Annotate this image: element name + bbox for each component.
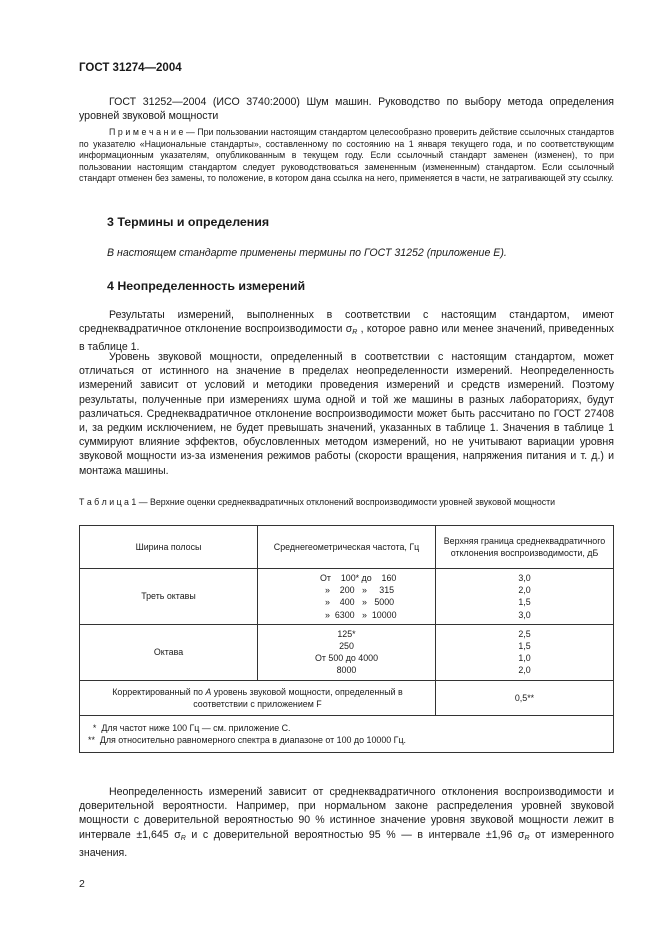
paragraph-1-text-b: , которое равно или менее значений, приведенных в таблице 1. [79, 323, 614, 354]
paragraph-3-text-b: и с доверительной вероятностью 95 % — в интервале ±1,96 σ [185, 828, 525, 841]
table-row-weighted [80, 680, 614, 715]
weighted-text-b: уровень звуковой мощности, определенный в соответствии с приложением F [193, 686, 403, 709]
freq-line: 250 [339, 641, 354, 652]
paragraph-1-text-a: Результаты измерений, выполненных в соответствии с настоящим стандартом, имеют среднеквадратичное отклонение воспроизводимости σ [79, 309, 614, 336]
weighted-text-a: Корректированный по [112, 686, 206, 697]
sigma-subscript: R [524, 834, 530, 842]
weighted-italic: А [205, 686, 212, 697]
table-row-footnotes [80, 716, 614, 753]
cell-weighted-label [80, 680, 436, 715]
freq-line: » 6300 » 10000 [325, 609, 397, 620]
note-text: — При пользовании настоящим стандартом целесообразно проверить действие ссылочных стандартов по указателю «Национальные стандарты», составленному по состоянию на 1 января текущего года, и по соответствующим информационным указателям, опубликованным в текущем году. Если ссылочный стандарт заменен (изменен), то при пользовании настоящим стандартом следует руководствоваться замененным (измененным) стандартом. Если ссылочный стандарт отменен без замены, то положение, в котором дана ссылка на него, применяется в части, не затрагивающей эту ссылку. [79, 127, 614, 184]
page-header: ГОСТ 31274—2004 [79, 62, 182, 74]
freq-line: От 500 до 4000 [314, 653, 379, 664]
freq-line: » 200 » 315 [325, 585, 395, 596]
section-3-text: В настоящем стандарте применены термины по ГОСТ 31252 (приложение Е). [107, 247, 507, 259]
cell-octave-vals [436, 624, 614, 680]
note [79, 127, 614, 185]
section-3-title: 3 Термины и определения [107, 215, 270, 229]
freq-line: От 100* до 160 [320, 573, 397, 583]
header-bandwidth: Ширина полосы [80, 526, 258, 569]
cell-third-octave-vals [436, 569, 614, 625]
header-deviation: Верхняя граница среднеквадратичного отклонения воспроизводимости, дБ [436, 526, 614, 569]
cell-third-octave-freqs [258, 569, 436, 625]
page-number: 2 [79, 878, 85, 890]
paragraph-3-text-c: от измеренного значения. [79, 828, 614, 859]
cell-footnotes [80, 716, 614, 753]
freq-line: » 400 » 5000 [325, 597, 395, 608]
table-row-third-octave [80, 569, 614, 625]
table-1 [79, 525, 614, 753]
value-line: 2,5 [518, 628, 531, 639]
cell-octave-label: Октава [80, 624, 258, 680]
table-row-octave [80, 624, 614, 680]
note-label: П р и м е ч а н и е [109, 127, 184, 137]
cell-weighted-val: 0,5** [436, 680, 614, 715]
sigma-subscript: R [180, 834, 186, 842]
table-caption-text: 1 — Верхние оценки среднеквадратичных отклонений воспроизводимости уровней звуковой мощности [128, 497, 556, 507]
cell-third-octave-label: Треть октавы [80, 569, 258, 625]
sigma-subscript: R [352, 329, 358, 337]
freq-line: 8000 [336, 665, 357, 676]
value-line: 2,0 [518, 665, 531, 676]
value-line: 1,0 [518, 653, 531, 664]
header-frequency: Среднегеометрическая частота, Гц [258, 526, 436, 569]
footnote-2: ** Для относительно равномерного спектра в диапазоне от 100 до 10000 Гц. [88, 735, 407, 746]
table-caption-label: Т а б л и ц а [79, 497, 129, 507]
paragraph-3-text-a: Неопределенность измерений зависит от среднеквадратичного отклонения воспроизводимости и доверительной вероятности. Например, при нормальном законе распределения уровней звуковой мощности с доверительной вероятностью 90 % истинное значение уровня звуковой мощности лежит в интервале ±1,645 σ [79, 786, 614, 841]
table-header-row [80, 526, 614, 569]
section-4-title: 4 Неопределенность измерений [107, 279, 306, 293]
table-caption [79, 497, 614, 509]
cell-octave-freqs [258, 624, 436, 680]
value-line: 1,5 [518, 641, 531, 652]
value-line: 3,0 [518, 573, 531, 583]
value-line: 2,0 [518, 585, 531, 596]
value-line: 3,0 [518, 609, 531, 620]
freq-line: 125* [337, 628, 356, 639]
reference-entry: ГОСТ 31252—2004 (ИСО 3740:2000) Шум машин. Руководство по выбору метода определения уровней звуковой мощности [79, 96, 614, 123]
paragraph-3 [79, 785, 614, 860]
footnote-1: * Для частот ниже 100 Гц — см. приложение С. [88, 723, 291, 734]
value-line: 1,5 [518, 597, 531, 608]
paragraph-1 [79, 308, 614, 355]
paragraph-2: Уровень звуковой мощности, определенный в соответствии с настоящим стандартом, может отличаться от истинного на значение в пределах неопределенности измерений. Неопределенность измерений зависит от условий и методики проведения измерений и средств измерений. Поэтому результаты, полученные при измерениях шума одной и той же машины в разных лабораториях, будут различаться. Среднеквадратичное отклонение воспроизводимости может быть рассчитано по ГОСТ 27408 и, за редким исключением, не будет превышать значений, указанных в таблице 1. Значения в таблице 1 суммируют влияние эффектов, обусловленных методом измерений, но не учитывают вариации уровня звуковой мощности из-за изменения режимов работы (скорости вращения, напряжения питания и т. д.) и монтажа машины. [79, 351, 614, 477]
